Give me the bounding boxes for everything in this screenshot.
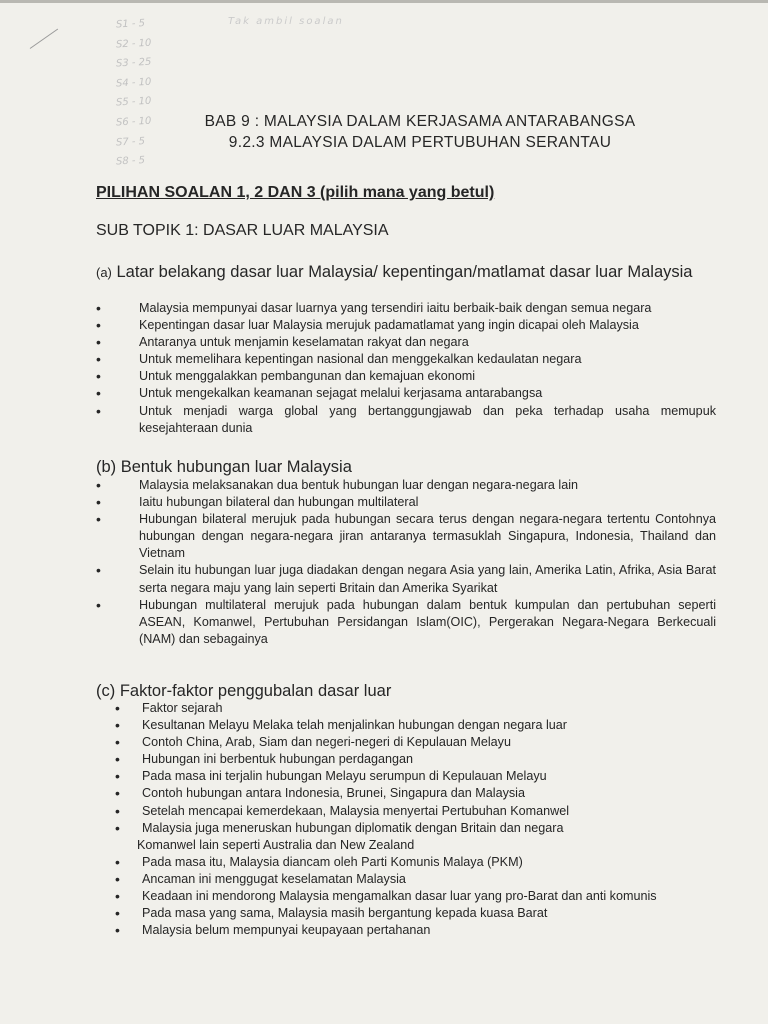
- section-a-label: (a): [96, 265, 112, 280]
- list-item-text: Kesultanan Melayu Melaka telah menjalinkan hubungan dengan negara luar: [142, 718, 567, 733]
- bullet-icon: •: [96, 477, 101, 493]
- list-item: [115, 854, 710, 871]
- tally-line: S1 - 5: [115, 18, 146, 31]
- list-item-text: Malaysia juga meneruskan hubungan diplomatik dengan Britain dan negara: [142, 820, 564, 835]
- question-choice-instruction: PILIHAN SOALAN 1, 2 DAN 3 (pilih mana yang betul): [96, 184, 495, 201]
- list-item-text: Untuk menggalakkan pembangunan dan kemajuan ekonomi: [139, 369, 476, 384]
- section-title: 9.2.3 MALAYSIA DALAM PERTUBUHAN SERANTAU: [228, 134, 612, 151]
- list-item-text: Hubungan multilateral merujuk pada hubungan dalam bentuk kumpulan dan pertubuhan seperti ASEAN, Komanwel, Pertubuhan Persidangan Islam(OIC), Pergerakan Negara-Negara Berkecuali (NAM) dan sebagainya: [139, 597, 716, 646]
- list-item: [96, 368, 716, 385]
- list-item-text: Selain itu hubungan luar juga diadakan dengan negara Asia yang lain, Amerika Latin, Afrika, Asia Barat serta negara maju yang lain seperti Britain dan Amerika Syarikat: [139, 563, 716, 595]
- list-item: [115, 803, 710, 820]
- list-item: [115, 871, 710, 888]
- list-item-text: Contoh hubungan antara Indonesia, Brunei, Singapura dan Malaysia: [142, 786, 525, 801]
- bullet-icon: •: [115, 768, 120, 785]
- section-c-heading: (c) Faktor-faktor penggubalan dasar luar: [96, 682, 392, 700]
- section-a-list: [96, 300, 716, 437]
- list-item-text: Keadaan ini mendorong Malaysia mengamalkan dasar luar yang pro-Barat dan anti komunis: [142, 889, 657, 904]
- list-item-text: Kepentingan dasar luar Malaysia merujuk padamatlamat yang ingin dicapai oleh Malaysia: [139, 318, 639, 333]
- bullet-icon: •: [115, 905, 120, 922]
- tally-line: S3 - 25: [115, 56, 152, 70]
- bullet-icon: •: [96, 317, 101, 334]
- list-item: [96, 511, 716, 562]
- bullet-icon: •: [115, 734, 120, 751]
- list-item-text: Iaitu hubungan bilateral dan hubungan multilateral: [139, 495, 419, 510]
- list-item: [115, 888, 710, 905]
- list-item-text: Malaysia belum mempunyai keupayaan pertahanan: [142, 923, 431, 938]
- chapter-title: BAB 9 : MALAYSIA DALAM KERJASAMA ANTARABANGSA: [204, 113, 636, 130]
- bullet-icon: •: [96, 494, 101, 511]
- tally-line: S2 - 10: [115, 37, 152, 51]
- bullet-icon: •: [115, 700, 120, 716]
- section-b-heading: (b) Bentuk hubungan luar Malaysia: [96, 458, 352, 476]
- list-item: [96, 334, 716, 351]
- tally-line: S7 - 5: [115, 135, 146, 149]
- bullet-icon: •: [96, 385, 101, 402]
- list-item-text: Faktor sejarah: [142, 701, 223, 715]
- bullet-icon: •: [115, 922, 120, 939]
- bullet-icon: •: [115, 853, 120, 870]
- bullet-icon: •: [115, 819, 120, 836]
- list-item: [115, 717, 710, 734]
- list-item: [96, 477, 716, 494]
- list-item: [115, 734, 710, 751]
- bullet-icon: •: [115, 751, 120, 768]
- bullet-icon: •: [96, 300, 101, 316]
- tally-line: S8 - 5: [115, 155, 146, 168]
- pencil-stroke: [30, 29, 58, 49]
- list-item: [96, 403, 716, 437]
- bullet-icon: •: [96, 596, 101, 613]
- bullet-icon: •: [96, 334, 101, 351]
- list-item-text: Pada masa ini terjalin hubungan Melayu serumpun di Kepulauan Melayu: [142, 769, 547, 784]
- list-item: [115, 820, 710, 837]
- list-item-text: Contoh China, Arab, Siam dan negeri-negeri di Kepulauan Melayu: [142, 735, 511, 750]
- list-item-text: Untuk memelihara kepentingan nasional dan menggekalkan kedaulatan negara: [139, 352, 582, 367]
- list-item: [96, 351, 716, 368]
- list-item-text: Pada masa itu, Malaysia diancam oleh Parti Komunis Malaya (PKM): [142, 854, 523, 869]
- bullet-icon: •: [115, 870, 120, 887]
- list-item: [96, 562, 716, 596]
- list-item-text: Malaysia mempunyai dasar luarnya yang tersendiri iaitu berbaik-baik dengan semua negara: [139, 301, 652, 315]
- bullet-icon: •: [115, 888, 120, 905]
- list-item: [96, 494, 716, 511]
- tally-line: S4 - 10: [115, 76, 152, 90]
- list-item: [115, 785, 710, 802]
- handwritten-note: Tak ambil soalan: [228, 16, 344, 27]
- list-item-text: Hubungan bilateral merujuk pada hubungan secara terus dengan negara-negara tertentu Contohnya hubungan dengan negara-negara jiran antaranya termasuklah Singapura, Indonesia, Thailand dan Vietnam: [139, 512, 716, 561]
- list-item-text: Komanwel lain seperti Australia dan New Zealand: [137, 837, 415, 852]
- bullet-icon: •: [96, 562, 101, 579]
- list-item: [96, 300, 716, 317]
- subtopic-heading: SUB TOPIK 1: DASAR LUAR MALAYSIA: [96, 222, 389, 239]
- bullet-icon: •: [96, 368, 101, 385]
- section-a-title: Latar belakang dasar luar Malaysia/ kepentingan/matlamat dasar luar Malaysia: [116, 263, 693, 281]
- list-item: [96, 317, 716, 334]
- tally-line: S5 - 10: [115, 96, 152, 109]
- list-item: [115, 905, 710, 922]
- list-item-text: Ancaman ini menggugat keselamatan Malaysia: [142, 871, 406, 886]
- bullet-icon: •: [96, 511, 101, 528]
- page-header: [160, 111, 680, 153]
- section-c-list: [115, 700, 710, 939]
- list-item-text: Hubungan ini berbentuk hubungan perdagangan: [142, 752, 413, 767]
- bullet-icon: •: [115, 785, 120, 802]
- section-b-list: [96, 477, 716, 648]
- scan-edge: [0, 0, 768, 3]
- list-item: [115, 700, 710, 717]
- list-item: [96, 597, 716, 648]
- list-item: [115, 922, 710, 939]
- bullet-icon: •: [96, 402, 101, 419]
- bullet-icon: •: [96, 351, 101, 368]
- list-item: [115, 751, 710, 768]
- list-item: [115, 837, 710, 854]
- tally-line: S6 - 10: [115, 115, 152, 129]
- list-item-text: Untuk menjadi warga global yang bertanggungjawab dan peka terhadap usaha memupuk kesejahteraan dunia: [139, 403, 716, 435]
- list-item-text: Setelah mencapai kemerdekaan, Malaysia menyertai Pertubuhan Komanwel: [142, 803, 570, 818]
- list-item-text: Untuk mengekalkan keamanan sejagat melalui kerjasama antarabangsa: [139, 386, 543, 401]
- list-item-text: Malaysia melaksanakan dua bentuk hubungan luar dengan negara-negara lain: [139, 478, 578, 492]
- list-item: [96, 385, 716, 402]
- list-item-text: Antaranya untuk menjamin keselamatan rakyat dan negara: [139, 335, 469, 350]
- bullet-icon: •: [115, 802, 120, 819]
- list-item-text: Pada masa yang sama, Malaysia masih bergantung kepada kuasa Barat: [142, 906, 548, 921]
- list-item: [115, 768, 710, 785]
- bullet-icon: •: [115, 717, 120, 734]
- section-a-heading: [96, 262, 726, 283]
